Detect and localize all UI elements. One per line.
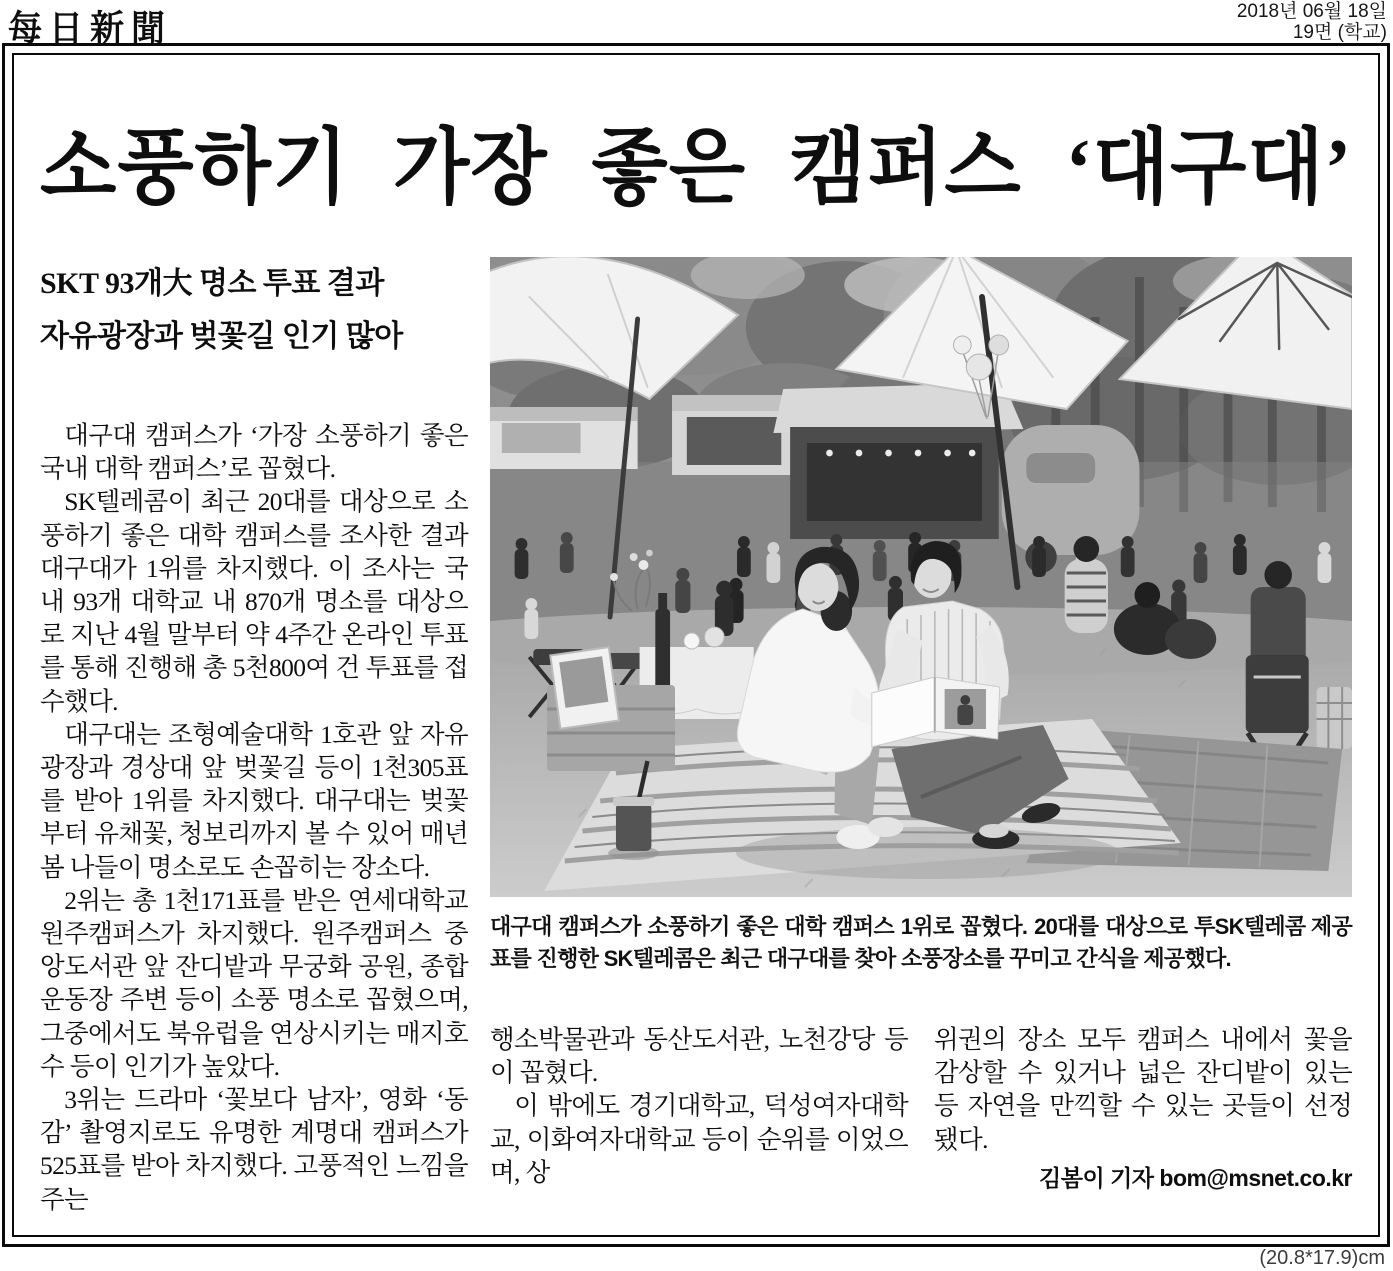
paragraph: SK텔레콤이 최근 20대를 대상으로 소풍하기 좋은 대학 캠퍼스를 조사한 결과 대구대가 1위를 차지했다. 이 조사는 국내 93개 대학교 내 870개 명소를 대상으로 지난 4월 말부터 약 4주간 온라인 투표를 통해 진행해 총 5천800여 건 투표를 접수했다. [40, 487, 468, 716]
paragraph: 대구대 캠퍼스가 ‘가장 소풍하기 좋은 국내 대학 캠퍼스’로 꼽혔다. [40, 421, 468, 484]
subhead-line: SKT 93개大 명소 투표 결과 [40, 267, 384, 300]
article-body-left [40, 419, 468, 1216]
newspaper-logo: 每日新聞 [8, 10, 172, 50]
paragraph: 대구대는 조형예술대학 1호관 앞 자유광장과 경상대 앞 벚꽃길 등이 1천305표를 받아 1위를 차지했다. 대구대는 벚꽃부터 유채꽃, 청보리까지 볼 수 있어 매년 봄 나들이 명소로도 손꼽히는 장소다. [40, 719, 468, 882]
right-column [490, 257, 1352, 1216]
paragraph: 2위는 총 1천171표를 받은 연세대학교 원주캠퍼스가 차지했다. 원주캠퍼스 중앙도서관 앞 잔디밭과 무궁화 공원, 종합운동장 주변 등이 소풍 명소로 꼽혔으며, 그중에서도 북유럽을 연상시키는 매지호수 등이 인기가 높았다. [40, 885, 468, 1081]
paragraph: 3위는 드라마 ‘꽃보다 남자’, 영화 ‘동감’ 촬영지로도 유명한 계명대 캠퍼스가 525표를 받아 차지했다. 고풍적인 느낌을 주는 [40, 1085, 468, 1214]
article-subhead [40, 257, 468, 363]
photo-credit: SK텔레콤 제공 [1214, 914, 1352, 939]
bottom-right-column [934, 1023, 1352, 1193]
subhead-line: 자유광장과 벚꽃길 인기 많아 [40, 320, 403, 353]
bottom-left-column [490, 1023, 908, 1193]
clipping-size-note: (20.8*17.9)cm [1259, 1247, 1385, 1269]
left-column [40, 257, 468, 1216]
paragraph: 위권의 장소 모두 캠퍼스 내에서 꽃을 감상할 수 있거나 넓은 잔디밭이 있는 등 자연을 만끽할 수 있는 곳들이 선정됐다. [934, 1025, 1352, 1154]
paragraph: 행소박물관과 동산도서관, 노천강당 등이 꼽혔다. [490, 1025, 908, 1088]
paragraph: 이 밖에도 경기대학교, 덕성여자대학교, 이화여자대학교 등이 순위를 이었으며, 상 [490, 1091, 908, 1187]
issue-info [1237, 1, 1387, 43]
article-body-bottom [490, 1023, 1352, 1193]
photo-caption-text: 대구대 캠퍼스가 소풍하기 좋은 대학 캠퍼스 1위로 꼽혔다. 20대를 대상으로 투표를 진행한 SK텔레콤은 최근 대구대를 찾아 소풍장소를 꾸미고 간식을 제공했다. [490, 914, 1231, 971]
byline: 김봄이 기자 bom@msnet.co.kr [1039, 1164, 1352, 1191]
issue-date: 2018년 06월 18일 [1236, 1, 1387, 22]
article-frame-inner [12, 53, 1380, 1237]
photo-caption [490, 911, 1352, 975]
issue-page-info: 19면 (학교) [1292, 22, 1387, 43]
article-headline: 소풍하기 가장 좋은 캠퍼스 ‘대구대’ [40, 123, 1352, 215]
article-photo-illustration [490, 257, 1352, 897]
article-frame-outer [2, 43, 1390, 1247]
